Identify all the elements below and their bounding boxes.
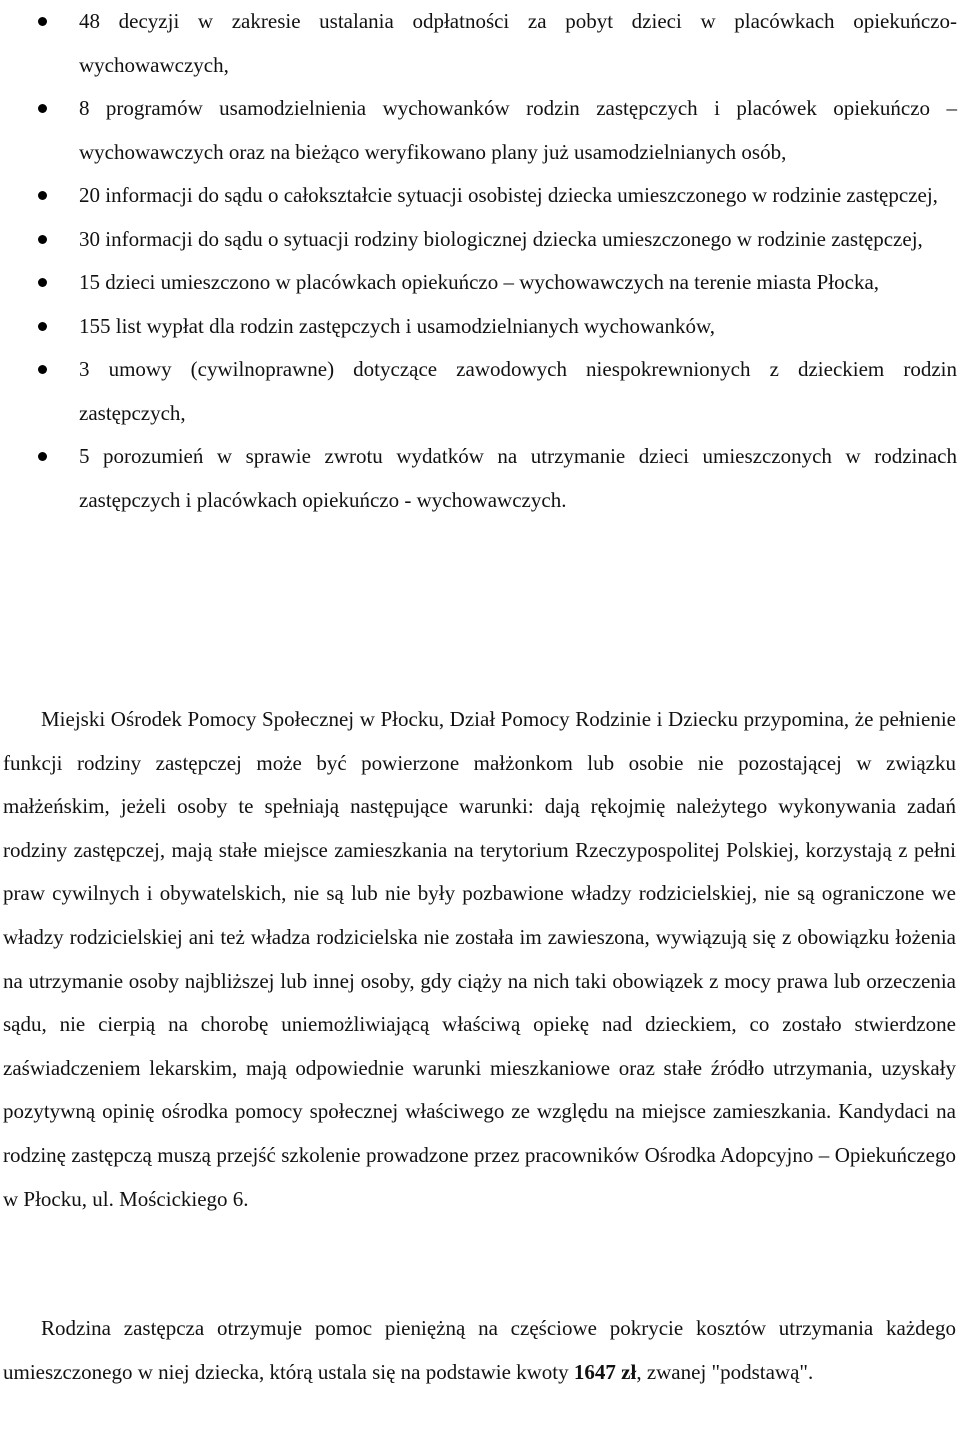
bullet-icon <box>38 452 47 461</box>
list-item <box>0 87 960 174</box>
list-item <box>0 0 960 87</box>
bullet-icon <box>38 235 47 244</box>
paragraph-financial-support <box>3 1307 956 1394</box>
list-item-text: 20 informacji do sądu o całokształcie sytuacji osobistej dziecka umieszczonego w rodzinie zastępczej, <box>79 183 938 207</box>
amount-value: 1647 zł <box>573 1359 637 1384</box>
bullet-icon <box>38 278 47 287</box>
list-item-text: 5 porozumień w sprawie zwrotu wydatków na utrzymanie dzieci umieszczonych w rodzinach zastępczych i placówkach opiekuńczo - wychowawczych. <box>79 444 957 512</box>
list-item-text: 30 informacji do sądu o sytuacji rodziny biologicznej dziecka umieszczonego w rodzinie zastępczej, <box>79 226 923 251</box>
list-item-text: 15 dzieci umieszczono w placówkach opiekuńczo – wychowawczych na terenie miasta Płocka, <box>79 270 880 294</box>
bullet-icon <box>38 17 47 26</box>
list-item-text: 48 decyzji w zakresie ustalania odpłatności za pobyt dzieci w placówkach opiekuńczo-wychowawczych, <box>79 9 957 77</box>
list-item <box>0 435 960 522</box>
list-item <box>0 218 960 262</box>
bullet-icon <box>38 104 47 113</box>
paragraph-foster-family-requirements: Miejski Ośrodek Pomocy Społecznej w Płocku, Dział Pomocy Rodzinie i Dziecku przypomina, że pełnienie funkcji rodziny zastępczej może być powierzone małżonkom lub osobie nie pozostającej w związku małżeńskim, jeżeli osoby te spełniają następujące warunki: dają rękojmię należytego wykonywania zadań rodziny zastępczej, mają stałe miejsce zamieszkania na terytorium Rzeczypospolitej Polskiej, korzystają z pełni praw cywilnych i obywatelskich, nie są lub nie były pozbawione władzy rodzicielskiej, nie są ograniczone we władzy rodzicielskiej ani też władza rodzicielska nie została im zawieszona, wywiązują się z obowiązku łożenia na utrzymanie osoby najbliższej lub innej osoby, gdy ciąży na nich taki obowiązek z mocy prawa lub orzeczenia sądu, nie cierpią na chorobę uniemożliwiającą właściwą opiekę nad dzieckiem, co zostało stwierdzone zaświadczeniem lekarskim, mają odpowiednie warunki mieszkaniowe oraz stałe źródło utrzymania, uzyskały pozytywną opinię ośrodka pomocy społecznej właściwego ze względu na miejsce zamieszkania. Kandydaci na rodzinę zastępczą muszą przejść szkolenie prowadzone przez pracowników Ośrodka Adopcyjno – Opiekuńczego w Płocku, ul. Mościckiego 6. <box>3 707 956 1211</box>
paragraph-text-after: , zwanej "podstawą". <box>636 1359 814 1384</box>
bullet-list <box>0 0 960 522</box>
bullet-icon <box>38 322 47 331</box>
list-item <box>0 261 960 305</box>
paragraph-text-before: Rodzina zastępcza otrzymuje pomoc pieniężną na częściowe pokrycie kosztów utrzymania każdego umieszczonego w niej dziecka, którą ustala się na podstawie kwoty <box>3 1316 956 1384</box>
list-item-text: 3 umowy (cywilnoprawne) dotyczące zawodowych niespokrewnionych z dzieckiem rodzin zastępczych, <box>79 357 957 425</box>
list-item <box>0 348 960 435</box>
bullet-icon <box>38 191 47 200</box>
bullet-icon <box>38 365 47 374</box>
list-item <box>0 305 960 349</box>
list-item-text: 8 programów usamodzielnienia wychowanków rodzin zastępczych i placówek opiekuńczo – wychowawczych oraz na bieżąco weryfikowano plany już usamodzielnianych osób, <box>79 96 957 164</box>
list-item-text: 155 list wypłat dla rodzin zastępczych i usamodzielnianych wychowanków, <box>79 313 716 338</box>
list-item <box>0 174 960 218</box>
